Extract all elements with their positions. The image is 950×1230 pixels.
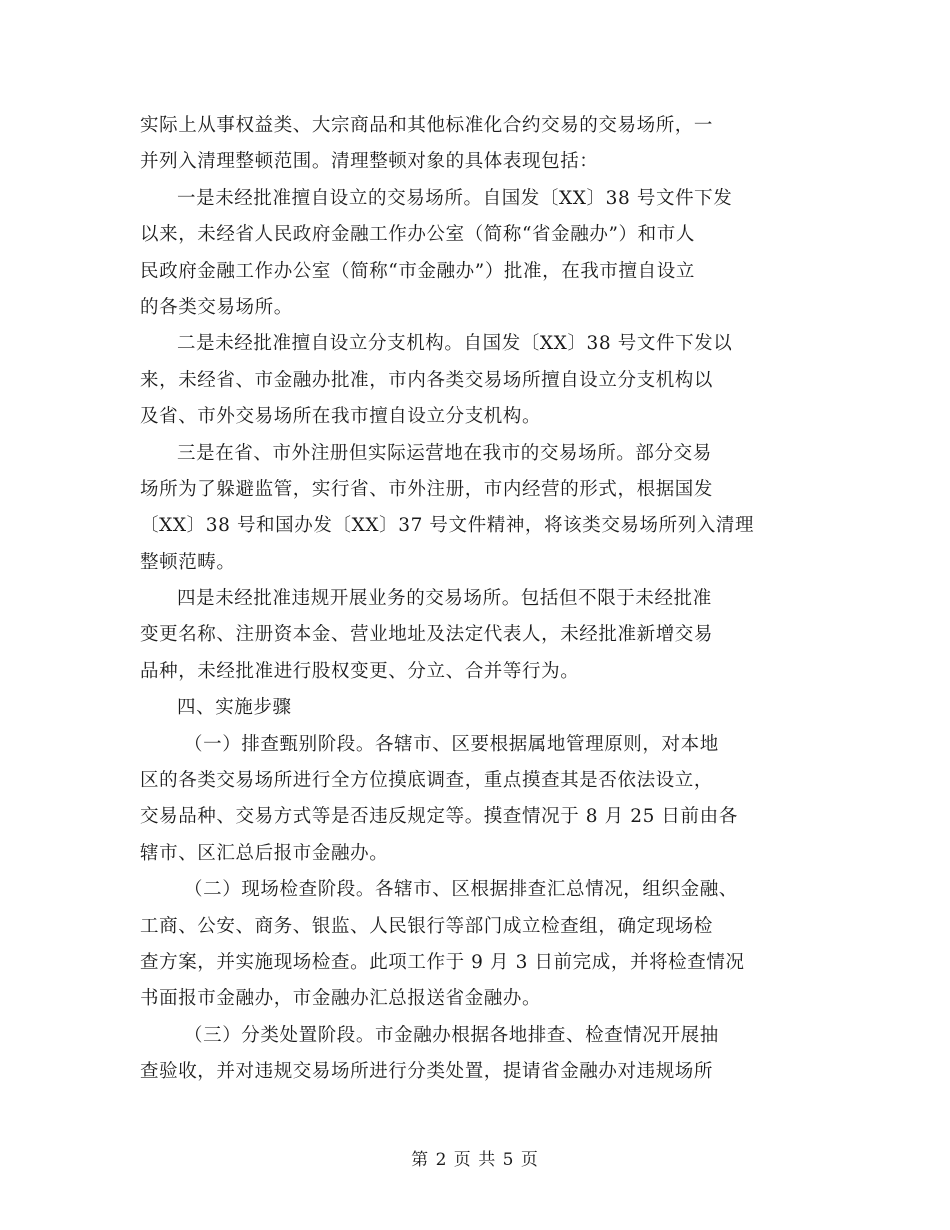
text-line: 并列入清理整顿范围。清理整顿对象的具体表现包括： — [140, 151, 599, 173]
page-number-footer: 第 2 页 共 5 页 — [411, 1150, 539, 1170]
text-line: 来，未经省、市金融办批准，市内各类交易场所擅自设立分支机构以 — [140, 369, 714, 391]
text-line: 民政府金融工作办公室（简称“市金融办”）批准，在我市擅自设立 — [140, 260, 695, 282]
text-line: 整顿范畴。 — [140, 551, 236, 573]
document-body — [140, 108, 812, 1091]
paragraph-first-line: 四是未经批准违规开展业务的交易场所。包括但不限于未经批准 — [177, 588, 712, 610]
text-line: 交易品种、交易方式等是否违反规定等。摸查情况于 8 月 25 日前由各 — [140, 806, 738, 828]
paragraph-first-line: 二是未经批准擅自设立分支机构。自国发〔XX〕38 号文件下发以 — [177, 333, 733, 355]
paragraph-first-line: （二）现场检查阶段。各辖市、区根据排查汇总情况，组织金融、 — [184, 879, 738, 901]
text-line: 的各类交易场所。 — [140, 296, 293, 318]
text-line: 辖市、区汇总后报市金融办。 — [140, 842, 389, 864]
text-line: 场所为了躲避监管，实行省、市外注册，市内经营的形式，根据国发 — [140, 478, 714, 500]
text-line: 工商、公安、商务、银监、人民银行等部门成立检查组，确定现场检 — [140, 915, 714, 937]
text-line: 区的各类交易场所进行全方位摸底调查，重点摸查其是否依法设立， — [140, 770, 714, 792]
text-line: 查方案，并实施现场检查。此项工作于 9 月 3 日前完成，并将检查情况 — [140, 951, 745, 973]
text-line: 〔XX〕38 号和国办发〔XX〕37 号文件精神，将该类交易场所列入清理 — [140, 515, 755, 537]
text-line: 书面报市金融办，市金融办汇总报送省金融办。 — [140, 988, 542, 1010]
text-line: 实际上从事权益类、大宗商品和其他标准化合约交易的交易场所，一 — [140, 115, 714, 136]
paragraph-first-line: 三是在省、市外注册但实际运营地在我市的交易场所。部分交易 — [177, 442, 712, 464]
text-line: 变更名称、注册资本金、营业地址及法定代表人，未经批准新增交易 — [140, 624, 714, 646]
text-line: 以来，未经省人民政府金融工作办公室（简称“省金融办”）和市人 — [140, 224, 695, 246]
paragraph-first-line: 一是未经批准擅自设立的交易场所。自国发〔XX〕38 号文件下发 — [177, 187, 733, 209]
text-line: 品种，未经批准进行股权变更、分立、合并等行为。 — [140, 660, 580, 682]
section-heading: 四、实施步骤 — [177, 697, 292, 719]
paragraph-first-line: （一）排查甄别阶段。各辖市、区要根据属地管理原则，对本地 — [184, 733, 719, 755]
text-line: 查验收，并对违规交易场所进行分类处置，提请省金融办对违规场所 — [140, 1061, 714, 1083]
paragraph-first-line: （三）分类处置阶段。市金融办根据各地排查、检查情况开展抽 — [184, 1024, 719, 1046]
text-line: 及省、市外交易场所在我市擅自设立分支机构。 — [140, 406, 542, 428]
